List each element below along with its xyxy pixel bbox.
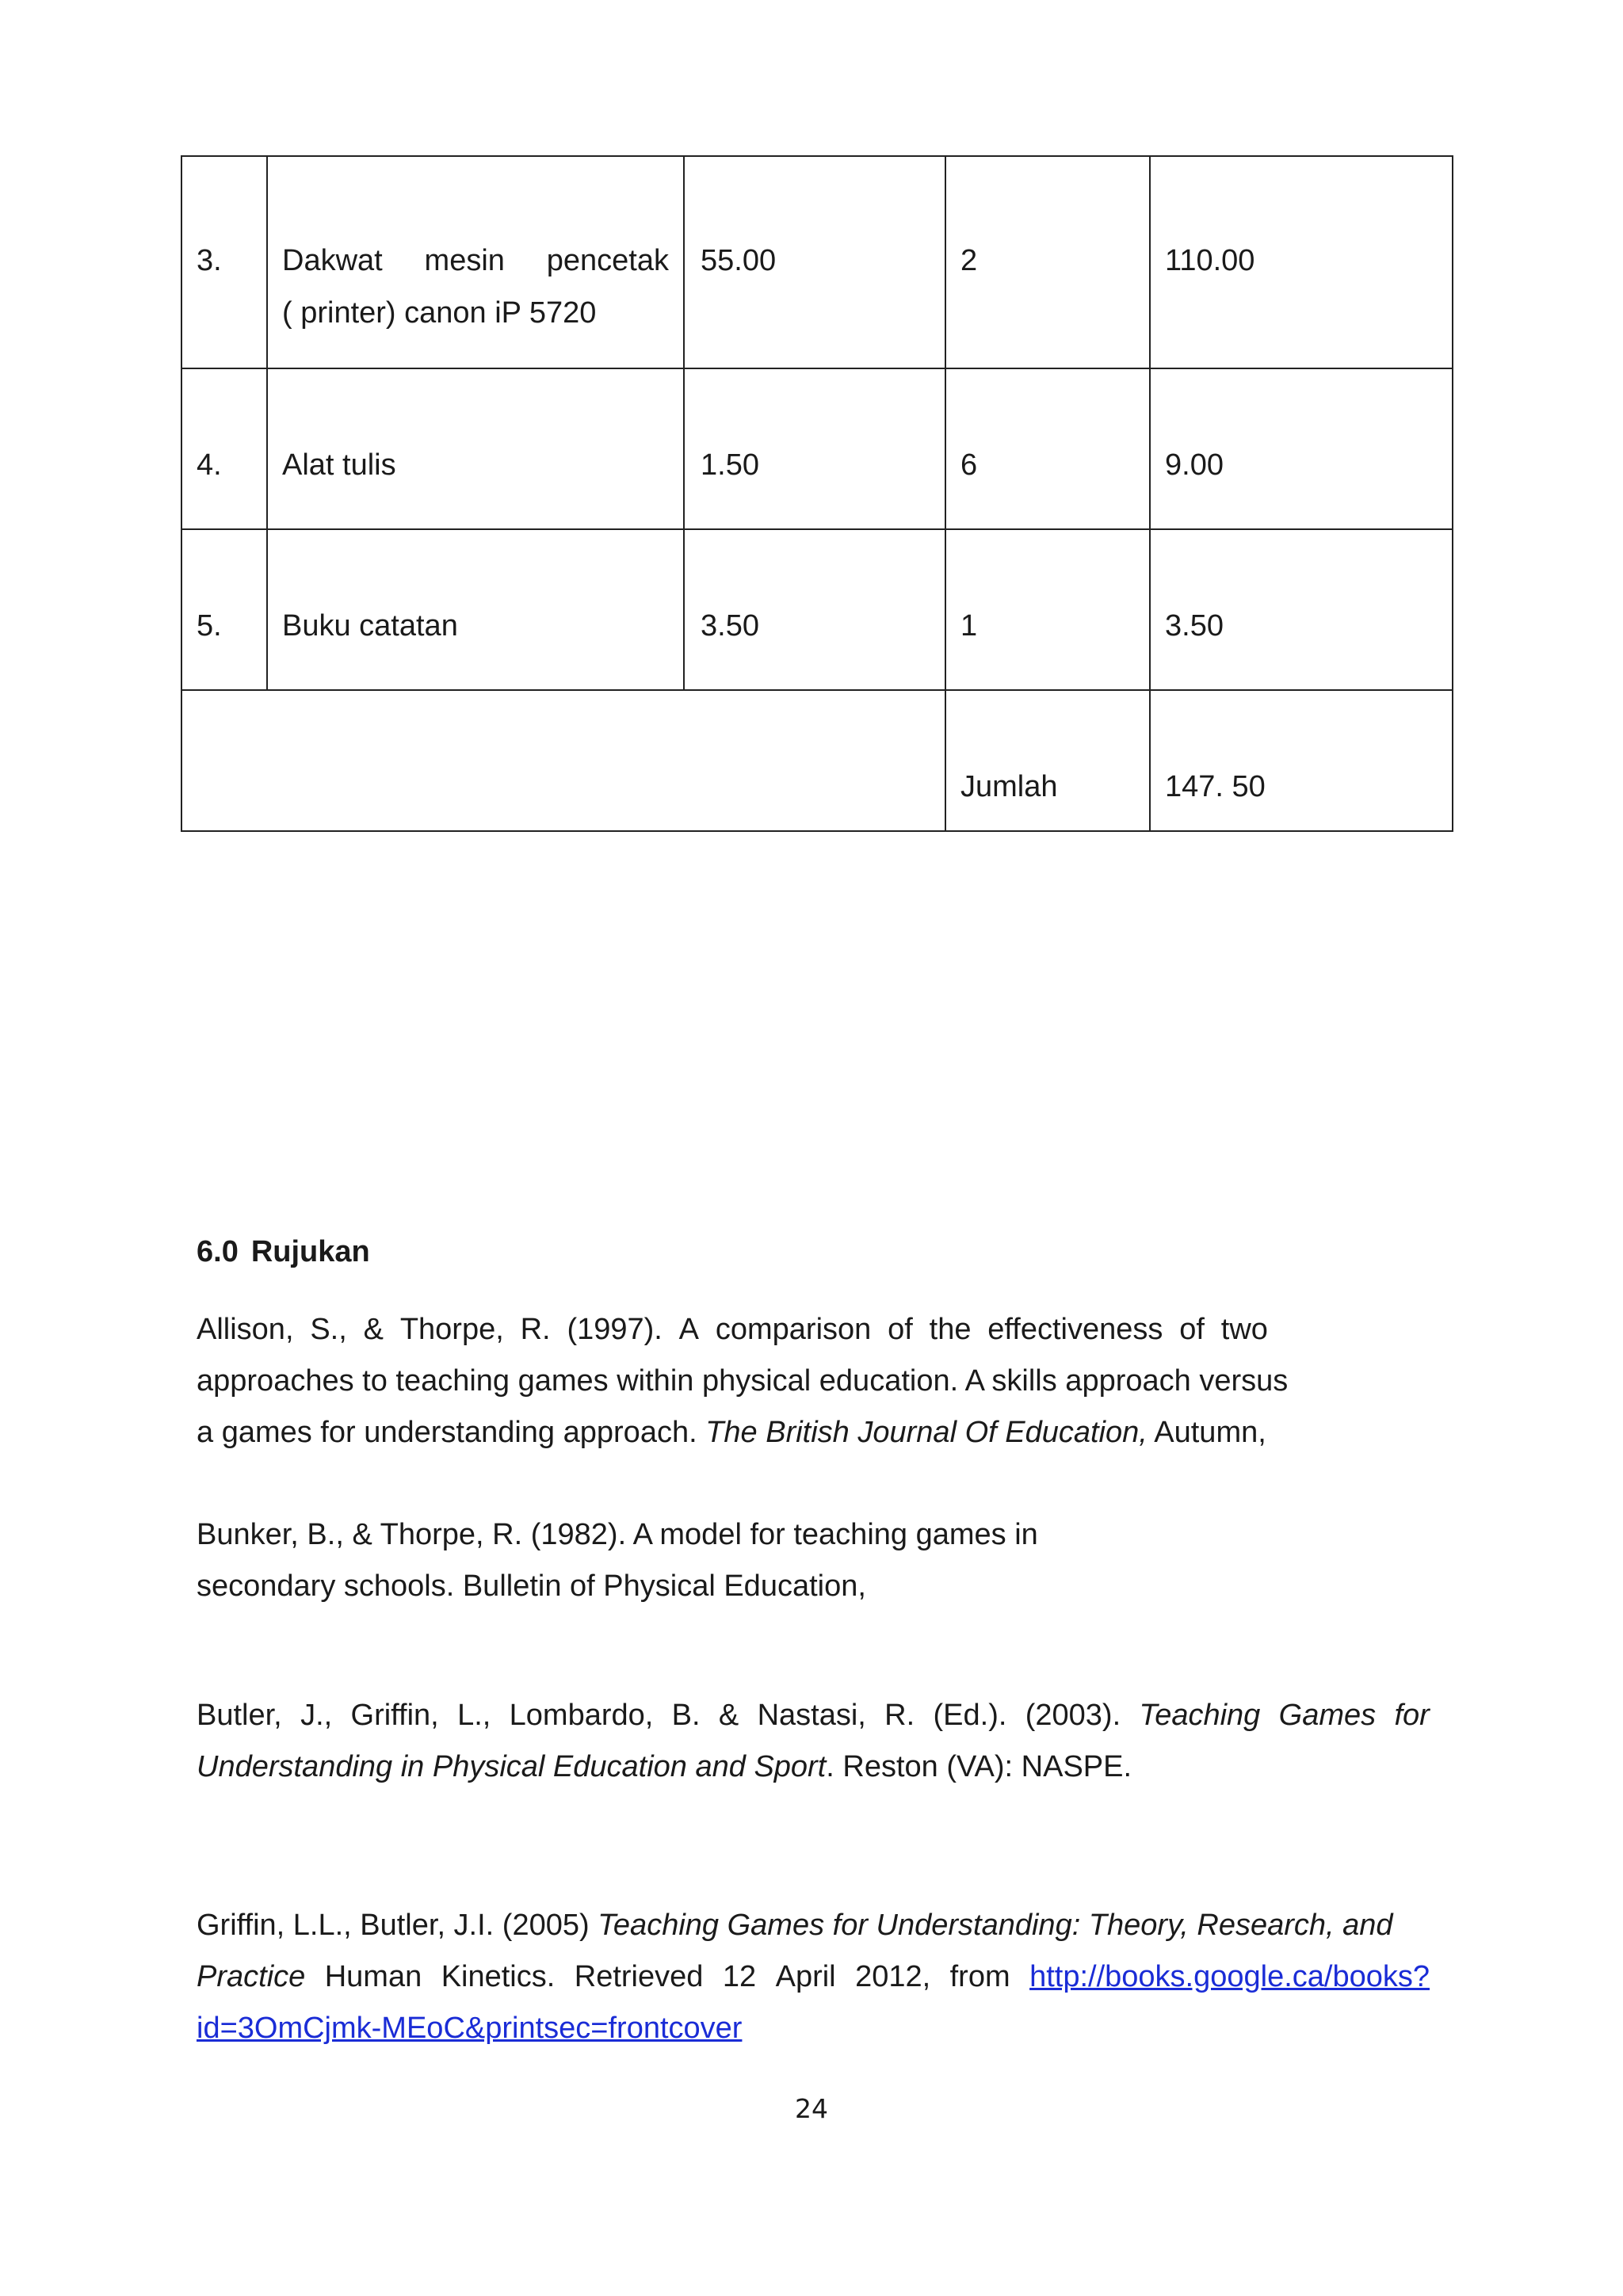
reference-butler: [197, 1690, 1430, 1793]
reference-line: [197, 1304, 1268, 1356]
line-total: 110.00: [1150, 156, 1453, 368]
reference-line: Bunker, B., & Thorpe, R. (1982). A model for teaching games in: [197, 1518, 1038, 1551]
section-heading: [197, 1232, 370, 1272]
reference-line: [197, 1900, 1430, 1951]
ref-text: Autumn,: [1147, 1416, 1266, 1449]
ref-word: (1997).: [567, 1313, 663, 1346]
ref-word: A: [678, 1313, 700, 1346]
total-value: 147. 50: [1150, 690, 1453, 831]
ref-word: L.,: [457, 1699, 491, 1732]
reference-line: [197, 1951, 1430, 2003]
reference-link[interactable]: http://books.google.ca/books?: [1029, 1960, 1430, 1993]
table-row: [181, 529, 1453, 690]
ref-word: S.,: [310, 1313, 347, 1346]
ref-word-italic: Teaching: [1139, 1699, 1261, 1732]
item-name: Buku catatan: [267, 529, 684, 690]
reference-line: [197, 1690, 1430, 1741]
unit-price: 55.00: [684, 156, 945, 368]
ref-word: 2012,: [855, 1960, 931, 1993]
section-title: Rujukan: [250, 1235, 370, 1268]
ref-word: Griffin,: [350, 1699, 439, 1732]
ref-word-italic: for: [1394, 1699, 1430, 1732]
reference-griffin: [197, 1900, 1430, 2054]
ref-word: Thorpe,: [399, 1313, 504, 1346]
ref-word: of: [1179, 1313, 1205, 1346]
item-name: Alat tulis: [267, 368, 684, 529]
ref-word: Nastasi,: [757, 1699, 866, 1732]
ref-word: B.: [671, 1699, 701, 1732]
ref-word: April: [775, 1960, 836, 1993]
quantity: 2: [945, 156, 1150, 368]
quantity: 1: [945, 529, 1150, 690]
journal-title: The British Journal Of Education,: [705, 1416, 1148, 1449]
ref-word: Butler,: [197, 1699, 282, 1732]
book-title: Teaching Games for Understanding: Theory, Research, and: [598, 1909, 1393, 1942]
item-name-line2: ( printer) canon iP 5720: [282, 296, 597, 330]
item-word: mesin: [424, 244, 505, 277]
row-number: 3.: [181, 156, 267, 368]
unit-price: 1.50: [684, 368, 945, 529]
reference-link[interactable]: id=3OmCjmk-MEoC&printsec=frontcover: [197, 2012, 743, 2045]
ref-word-italic: Games: [1278, 1699, 1377, 1732]
table-row: [181, 368, 1453, 529]
item-word: pencetak: [546, 244, 669, 277]
table-row: [181, 156, 1453, 368]
unit-price: 3.50: [684, 529, 945, 690]
reference-line: [197, 1741, 1430, 1793]
item-name: [267, 156, 684, 368]
ref-word: from: [949, 1960, 1010, 1993]
ref-word: R.: [520, 1313, 551, 1346]
ref-word: comparison: [715, 1313, 872, 1346]
ref-word: Retrieved: [574, 1960, 704, 1993]
ref-word: &: [363, 1313, 384, 1346]
reference-line: secondary schools. Bulletin of Physical Education,: [197, 1569, 866, 1603]
line-total: 3.50: [1150, 529, 1453, 690]
section-number: 6.0: [197, 1235, 239, 1268]
ref-word: Human: [324, 1960, 422, 1993]
empty-cell: [181, 690, 945, 831]
ref-word: 12: [722, 1960, 757, 1993]
quantity: 6: [945, 368, 1150, 529]
ref-word: &: [718, 1699, 739, 1732]
reference-line: [197, 2003, 1430, 2054]
ref-text: Griffin, L.L., Butler, J.I. (2005): [197, 1909, 598, 1942]
table-total-row: [181, 690, 1453, 831]
book-title: Understanding in Physical Education and Sport: [197, 1750, 827, 1783]
ref-word: effectiveness: [987, 1313, 1163, 1346]
ref-text: a games for understanding approach.: [197, 1416, 706, 1449]
line-total: 9.00: [1150, 368, 1453, 529]
item-word: Dakwat: [282, 244, 383, 277]
ref-word: of: [888, 1313, 913, 1346]
page-number: 24: [795, 2093, 828, 2124]
budget-table: [181, 155, 1453, 832]
ref-word: the: [929, 1313, 972, 1346]
ref-word: Lombardo,: [509, 1699, 654, 1732]
ref-word: J.,: [300, 1699, 333, 1732]
ref-word: R.: [884, 1699, 915, 1732]
row-number: 5.: [181, 529, 267, 690]
reference-bunker: [197, 1509, 1038, 1612]
ref-word: (2003).: [1025, 1699, 1121, 1732]
ref-word: (Ed.).: [933, 1699, 1007, 1732]
item-name-line1: [282, 235, 669, 287]
ref-word: two: [1220, 1313, 1268, 1346]
total-label: Jumlah: [945, 690, 1150, 831]
ref-word: Kinetics.: [441, 1960, 556, 1993]
row-number: 4.: [181, 368, 267, 529]
ref-text: . Reston (VA): NASPE.: [826, 1750, 1132, 1783]
reference-allison: [197, 1304, 1289, 1459]
ref-word: Allison,: [197, 1313, 294, 1346]
reference-line: approaches to teaching games within physical education. A skills approach versus: [197, 1364, 1289, 1398]
book-title: Practice: [197, 1960, 306, 1993]
reference-line: [197, 1407, 1268, 1459]
